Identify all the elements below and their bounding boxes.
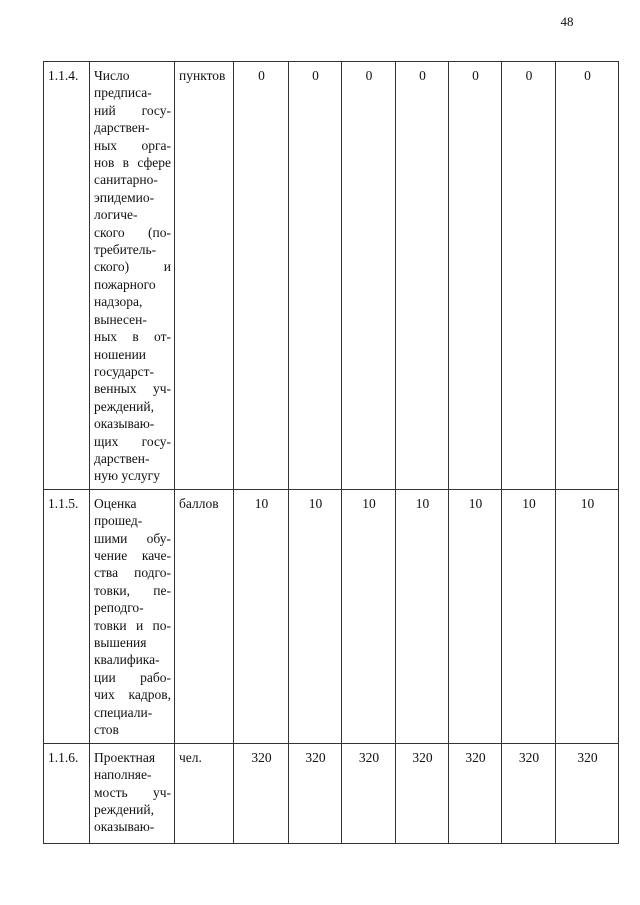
table-row xyxy=(44,62,619,490)
value-cell: 320 xyxy=(342,743,396,843)
indicator-text-line: стов xyxy=(94,722,119,738)
indicator-text-line: венных уч- xyxy=(94,381,171,397)
indicator-text-line: Проектная xyxy=(94,749,156,765)
indicator-text-line: чение каче- xyxy=(94,547,171,563)
value-cell: 320 xyxy=(556,743,619,843)
value-cell: 320 xyxy=(396,743,449,843)
value-cell: 10 xyxy=(289,489,342,743)
indicator-text-line: ную услугу xyxy=(94,468,160,484)
indicator-text-line: ных в от- xyxy=(94,329,171,345)
table-row xyxy=(44,743,619,843)
indicator-text-line: ции рабо- xyxy=(94,669,171,685)
table-row xyxy=(44,489,619,743)
value-cell: 0 xyxy=(289,62,342,490)
indicator-text-line: логиче- xyxy=(94,207,138,223)
indicator-text-line: наполняе- xyxy=(94,767,152,783)
indicator-text-line: мость уч- xyxy=(94,784,171,800)
indicator-text-line: Число xyxy=(94,68,130,83)
value-cell: 10 xyxy=(234,489,289,743)
indicator-text-line: щих госу- xyxy=(94,433,171,449)
indicator-text-line: вынесен- xyxy=(94,311,147,327)
indicator-text-line: товки, пе- xyxy=(94,582,171,598)
indicator-text-line: реждений, xyxy=(94,398,154,414)
value-cell: 10 xyxy=(556,489,619,743)
indicator-text-line: нов в сфере xyxy=(94,155,171,171)
row-number: 1.1.4. xyxy=(44,62,90,490)
indicator-text-line: прошед- xyxy=(94,513,143,529)
value-cell: 0 xyxy=(556,62,619,490)
value-cell: 320 xyxy=(289,743,342,843)
row-number: 1.1.6. xyxy=(44,743,90,843)
indicator-text-line: чих кадров, xyxy=(94,687,171,703)
indicator-text-line: ского (по- xyxy=(94,224,171,240)
indicators-table xyxy=(43,61,619,844)
value-cell: 0 xyxy=(502,62,556,490)
indicator-cell xyxy=(90,489,175,743)
unit-cell: пунктов xyxy=(175,62,234,490)
table-body xyxy=(44,62,619,844)
value-cell: 10 xyxy=(449,489,502,743)
value-cell: 0 xyxy=(234,62,289,490)
indicator-text-line: ского) и xyxy=(94,259,171,275)
value-cell: 10 xyxy=(502,489,556,743)
row-number: 1.1.5. xyxy=(44,489,90,743)
indicator-text-line: ний госу- xyxy=(94,102,171,118)
indicator-text-line: государст- xyxy=(94,363,154,379)
indicator-text-line: вышения xyxy=(94,635,147,650)
indicator-cell xyxy=(90,743,175,843)
indicator-text-line: реподго- xyxy=(94,600,144,616)
value-cell: 10 xyxy=(396,489,449,743)
indicator-text-line: товки и по- xyxy=(94,617,171,633)
indicator-text-line: пожарного xyxy=(94,276,156,292)
indicator-text-line: требитель- xyxy=(94,242,157,258)
indicator-text-line: шими обу- xyxy=(94,530,171,546)
page-number: 48 xyxy=(560,14,574,29)
indicator-text-line: дарствен- xyxy=(94,450,150,466)
indicator-text-line: надзора, xyxy=(94,294,143,310)
indicator-text-line: дарствен- xyxy=(94,120,150,136)
value-cell: 0 xyxy=(396,62,449,490)
value-cell: 320 xyxy=(449,743,502,843)
indicator-cell xyxy=(90,62,175,490)
value-cell: 320 xyxy=(502,743,556,843)
indicator-text-line: эпидемио- xyxy=(94,189,155,205)
unit-cell: чел. xyxy=(175,743,234,843)
value-cell: 0 xyxy=(449,62,502,490)
indicator-text-line: предписа- xyxy=(94,85,152,101)
value-cell: 320 xyxy=(234,743,289,843)
unit-cell: баллов xyxy=(175,489,234,743)
indicator-text-line: оказываю- xyxy=(94,819,155,835)
indicator-text-line: специали- xyxy=(94,704,153,720)
indicator-text-line: санитарно- xyxy=(94,172,158,188)
value-cell: 0 xyxy=(342,62,396,490)
indicator-text-line: ства подго- xyxy=(94,565,171,581)
indicator-text-line: квалифика- xyxy=(94,652,160,668)
indicator-text-line: ных орга- xyxy=(94,137,171,153)
indicator-text-line: реждений, xyxy=(94,801,154,817)
indicator-text-line: Оценка xyxy=(94,495,137,511)
indicator-text-line: ношении xyxy=(94,346,147,362)
value-cell: 10 xyxy=(342,489,396,743)
indicator-text-line: оказываю- xyxy=(94,416,155,432)
